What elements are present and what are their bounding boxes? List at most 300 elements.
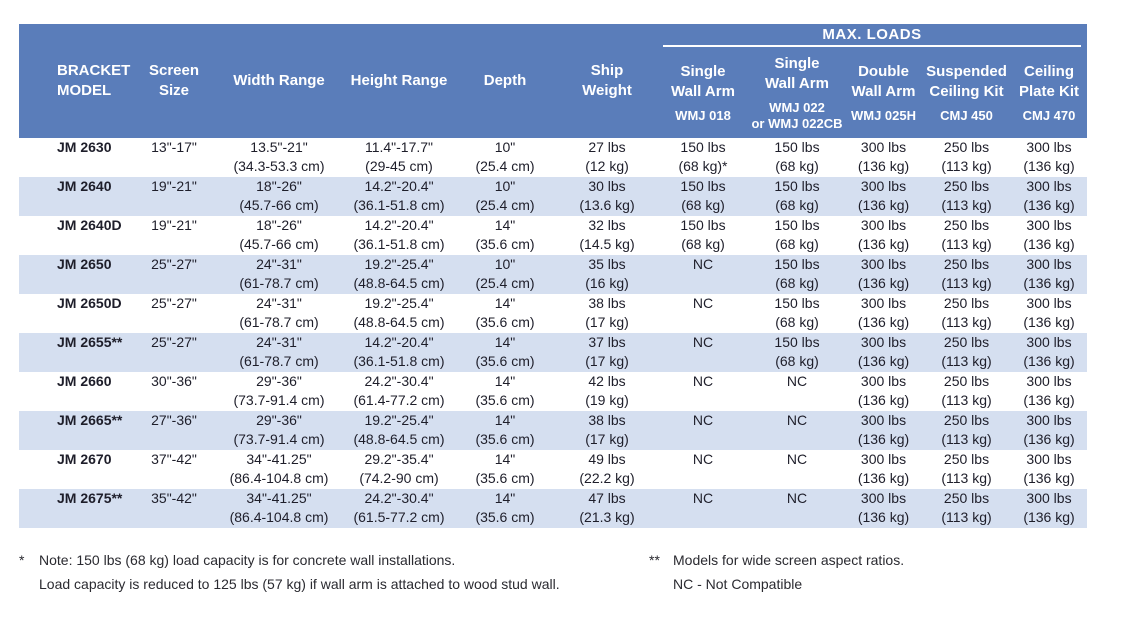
cell-value-metric: (68 kg) [775, 158, 819, 174]
cell-value: 24"-31" [256, 295, 302, 311]
header-max-loads [657, 24, 1087, 48]
cell-value-metric: (19 kg) [585, 392, 629, 408]
cell-value-metric: (68 kg) [775, 353, 819, 369]
cell-value: 300 lbs [860, 217, 907, 233]
cell-value-metric: (35.6 cm) [475, 392, 535, 408]
cell-value: 14" [494, 217, 516, 233]
bracket-spec-table [19, 24, 1087, 528]
cell-value: 30 lbs [588, 178, 626, 194]
header-single-wall-arm-022: Single Wall Arm WMJ 022 or WMJ 022CB [749, 48, 845, 138]
cell-value: 14" [494, 373, 516, 389]
cell-single-wall-arm-022 [749, 294, 845, 333]
cell-value: 14.2"-20.4" [364, 178, 434, 194]
cell-value: 10" [494, 256, 516, 272]
cell-value: 250 lbs [943, 412, 990, 428]
header-bracket-model: BRACKET MODEL [19, 24, 135, 138]
cell-ceiling-plate-kit [1011, 372, 1087, 411]
cell-value: 250 lbs [943, 334, 990, 350]
legend-notes [649, 548, 1109, 596]
cell-value: 300 lbs [1026, 139, 1072, 155]
cell-value-metric: (35.6 cm) [475, 509, 535, 525]
cell-value: 300 lbs [860, 295, 907, 311]
cell-height-range [345, 294, 453, 333]
cell-height-range [345, 255, 453, 294]
cell-value-metric: (48.8-64.5 cm) [353, 431, 445, 447]
cell-value: 150 lbs [774, 256, 820, 272]
cell-value-metric: (34.3-53.3 cm) [233, 158, 325, 174]
cell-value: NC [692, 373, 714, 389]
cell-ceiling-plate-kit [1011, 333, 1087, 372]
cell-value: 24.2"-30.4" [364, 373, 434, 389]
cell-height-range [345, 177, 453, 216]
cell-ceiling-plate-kit [1011, 489, 1087, 528]
cell-value-metric: (113 kg) [941, 197, 992, 213]
cell-value: 250 lbs [943, 451, 990, 467]
load-capacity-note [19, 548, 639, 596]
cell-value-metric: (113 kg) [941, 431, 992, 447]
cell-value: 34"-41.25" [246, 490, 312, 506]
cell-ship-weight [557, 450, 657, 489]
cell-value-metric: (113 kg) [941, 392, 992, 408]
cell-value: 24"-31" [256, 256, 302, 272]
cell-suspended-ceiling-kit [922, 333, 1011, 372]
cell-screen-size: 30"-36" [135, 372, 213, 411]
cell-value-metric: (17 kg) [585, 314, 629, 330]
cell-value: 29"-36" [256, 373, 302, 389]
cell-screen-size: 19"-21" [135, 216, 213, 255]
header-suspended-ceiling-kit: Suspended Ceiling Kit CMJ 450 [922, 48, 1011, 138]
cell-value-metric: (35.6 cm) [475, 353, 535, 369]
cell-value-metric: (136 kg) [1023, 392, 1075, 408]
cell-value: 14" [494, 334, 516, 350]
cell-ship-weight [557, 177, 657, 216]
cell-value-metric: (113 kg) [941, 353, 992, 369]
cell-value: NC [786, 451, 808, 467]
cell-single-wall-arm-022 [749, 450, 845, 489]
cell-value-metric: (136 kg) [857, 236, 910, 252]
note-asterisk: * [19, 552, 25, 568]
cell-value-metric: (48.8-64.5 cm) [353, 275, 445, 291]
cell-width-range [213, 489, 345, 528]
cell-value: 14.2"-20.4" [364, 334, 434, 350]
cell-value: NC [692, 412, 714, 428]
cell-height-range [345, 489, 453, 528]
cell-value-metric: (35.6 cm) [475, 314, 535, 330]
note-line-2: Load capacity is reduced to 125 lbs (57 kg) if wall arm is attached to wood stud wall. [39, 576, 560, 592]
table-row [19, 255, 1087, 294]
cell-depth [453, 255, 557, 294]
cell-value-metric: (61-78.7 cm) [239, 314, 319, 330]
cell-single-wall-arm-022 [749, 411, 845, 450]
cell-value-metric: (136 kg) [1023, 314, 1075, 330]
cell-value-metric: (25.4 cm) [475, 275, 535, 291]
cell-height-range [345, 411, 453, 450]
cell-screen-size: 13"-17" [135, 138, 213, 177]
header-width-range: Width Range [213, 24, 345, 138]
cell-depth [453, 489, 557, 528]
cell-value-metric: (25.4 cm) [475, 197, 535, 213]
cell-value: 24.2"-30.4" [364, 490, 434, 506]
table-row [19, 138, 1087, 177]
cell-suspended-ceiling-kit [922, 216, 1011, 255]
cell-value-metric: (68 kg)* [678, 158, 728, 174]
cell-value: 250 lbs [943, 139, 990, 155]
cell-value: 32 lbs [588, 217, 626, 233]
cell-value-metric: (136 kg) [857, 509, 910, 525]
cell-screen-size: 25"-27" [135, 333, 213, 372]
cell-value-metric: (136 kg) [1023, 275, 1075, 291]
cell-value: 300 lbs [1026, 373, 1072, 389]
cell-value: 300 lbs [860, 178, 907, 194]
header-single-wall-arm-018: Single Wall Arm WMJ 018 [657, 48, 749, 138]
cell-value: 150 lbs [774, 295, 820, 311]
cell-single-wall-arm-022 [749, 372, 845, 411]
cell-value: 250 lbs [943, 178, 990, 194]
cell-bracket-model: JM 2640 [19, 177, 135, 216]
cell-value-metric: (136 kg) [857, 275, 910, 291]
cell-ship-weight [557, 333, 657, 372]
cell-value: 300 lbs [1026, 334, 1072, 350]
cell-value-metric: (12 kg) [585, 158, 629, 174]
cell-suspended-ceiling-kit [922, 177, 1011, 216]
cell-value: NC [692, 334, 714, 350]
cell-value: 300 lbs [860, 451, 907, 467]
table-row [19, 216, 1087, 255]
cell-value-metric: (13.6 kg) [579, 197, 635, 213]
table-row [19, 294, 1087, 333]
cell-single-wall-arm-018 [657, 333, 749, 372]
cell-value: 250 lbs [943, 373, 990, 389]
cell-value: 14" [494, 295, 516, 311]
cell-height-range [345, 216, 453, 255]
cell-value-metric: (136 kg) [1023, 509, 1075, 525]
cell-ship-weight [557, 216, 657, 255]
cell-width-range [213, 450, 345, 489]
cell-suspended-ceiling-kit [922, 294, 1011, 333]
cell-width-range [213, 177, 345, 216]
cell-value-metric: (17 kg) [585, 431, 629, 447]
cell-value-metric: (14.5 kg) [579, 236, 635, 252]
cell-depth [453, 372, 557, 411]
cell-double-wall-arm [845, 333, 922, 372]
header-height-range: Height Range [345, 24, 453, 138]
cell-value: 13.5"-21" [250, 139, 308, 155]
cell-value: 49 lbs [588, 451, 626, 467]
cell-value-metric: (113 kg) [941, 314, 992, 330]
cell-suspended-ceiling-kit [922, 372, 1011, 411]
cell-value: 150 lbs [774, 217, 820, 233]
cell-value-metric: (136 kg) [857, 353, 910, 369]
cell-single-wall-arm-018 [657, 177, 749, 216]
cell-value-metric: (36.1-51.8 cm) [353, 236, 445, 252]
cell-screen-size: 19"-21" [135, 177, 213, 216]
cell-value-metric: (136 kg) [857, 392, 910, 408]
cell-value: 150 lbs [774, 178, 820, 194]
cell-value: 300 lbs [860, 412, 907, 428]
cell-value-metric: (61-78.7 cm) [239, 275, 319, 291]
cell-depth [453, 333, 557, 372]
cell-value: 300 lbs [860, 139, 907, 155]
cell-single-wall-arm-022 [749, 138, 845, 177]
cell-value-metric: (68 kg) [775, 275, 819, 291]
cell-value: 47 lbs [588, 490, 626, 506]
cell-value: 250 lbs [943, 256, 990, 272]
cell-value-metric: (136 kg) [1023, 197, 1075, 213]
cell-value: 10" [494, 178, 516, 194]
cell-single-wall-arm-018 [657, 294, 749, 333]
cell-double-wall-arm [845, 294, 922, 333]
cell-suspended-ceiling-kit [922, 411, 1011, 450]
cell-value: 14" [494, 451, 516, 467]
cell-bracket-model: JM 2650 [19, 255, 135, 294]
cell-height-range [345, 450, 453, 489]
cell-value-metric: (61.4-77.2 cm) [353, 392, 445, 408]
cell-double-wall-arm [845, 255, 922, 294]
cell-suspended-ceiling-kit [922, 138, 1011, 177]
cell-value-metric: (136 kg) [857, 314, 910, 330]
cell-value: 19.2"-25.4" [364, 295, 434, 311]
cell-value: 300 lbs [1026, 451, 1072, 467]
cell-ceiling-plate-kit [1011, 138, 1087, 177]
header-depth: Depth [453, 24, 557, 138]
cell-value: 35 lbs [588, 256, 626, 272]
cell-depth [453, 138, 557, 177]
cell-value: 37 lbs [588, 334, 626, 350]
cell-suspended-ceiling-kit [922, 255, 1011, 294]
cell-value-metric: (22.2 kg) [579, 470, 635, 486]
cell-screen-size: 35"-42" [135, 489, 213, 528]
max-loads-title: MAX. LOADS [663, 25, 1081, 47]
cell-double-wall-arm [845, 489, 922, 528]
cell-ship-weight [557, 294, 657, 333]
cell-single-wall-arm-022 [749, 333, 845, 372]
cell-bracket-model: JM 2675** [19, 489, 135, 528]
cell-value: NC [692, 451, 714, 467]
cell-suspended-ceiling-kit [922, 489, 1011, 528]
cell-value-metric: (113 kg) [941, 236, 992, 252]
cell-value: NC [692, 256, 714, 272]
cell-ship-weight [557, 372, 657, 411]
note-line-1: Note: 150 lbs (68 kg) load capacity is for concrete wall installations. [39, 552, 456, 568]
cell-value-metric: (136 kg) [857, 431, 910, 447]
cell-ceiling-plate-kit [1011, 294, 1087, 333]
cell-value-metric: (73.7-91.4 cm) [233, 392, 325, 408]
cell-bracket-model: JM 2650D [19, 294, 135, 333]
cell-width-range [213, 372, 345, 411]
cell-value: NC [786, 490, 808, 506]
cell-value: 150 lbs [774, 334, 820, 350]
cell-value: 300 lbs [1026, 295, 1072, 311]
widescreen-note: Models for wide screen aspect ratios. [673, 552, 905, 568]
widescreen-mark: ** [649, 552, 660, 568]
cell-value: 300 lbs [1026, 217, 1072, 233]
cell-double-wall-arm [845, 450, 922, 489]
table-header [19, 24, 1087, 138]
cell-value-metric: (29-45 cm) [365, 158, 433, 174]
cell-single-wall-arm-018 [657, 216, 749, 255]
cell-value: NC [692, 490, 714, 506]
cell-value: 300 lbs [1026, 490, 1072, 506]
cell-value-metric: (113 kg) [941, 509, 992, 525]
cell-value-metric: (35.6 cm) [475, 236, 535, 252]
cell-value-metric: (73.7-91.4 cm) [233, 431, 325, 447]
cell-value-metric: (113 kg) [941, 275, 992, 291]
cell-bracket-model: JM 2655** [19, 333, 135, 372]
table-row [19, 489, 1087, 528]
table-row [19, 411, 1087, 450]
cell-height-range [345, 333, 453, 372]
cell-single-wall-arm-022 [749, 216, 845, 255]
header-screen-size: Screen Size [135, 24, 213, 138]
cell-single-wall-arm-022 [749, 255, 845, 294]
cell-single-wall-arm-022 [749, 489, 845, 528]
cell-depth [453, 450, 557, 489]
cell-value-metric: (136 kg) [1023, 158, 1075, 174]
cell-value-metric: (35.6 cm) [475, 470, 535, 486]
cell-value: 14" [494, 412, 516, 428]
cell-value-metric: (86.4-104.8 cm) [229, 470, 329, 486]
cell-depth [453, 177, 557, 216]
cell-single-wall-arm-018 [657, 411, 749, 450]
cell-value: 18"-26" [256, 178, 302, 194]
cell-value: 27 lbs [588, 139, 626, 155]
cell-value: 38 lbs [588, 412, 626, 428]
cell-double-wall-arm [845, 177, 922, 216]
table-row [19, 177, 1087, 216]
cell-value: 250 lbs [943, 295, 990, 311]
cell-value-metric: (68 kg) [775, 236, 819, 252]
cell-width-range [213, 294, 345, 333]
cell-depth [453, 216, 557, 255]
cell-value: 150 lbs [774, 139, 820, 155]
cell-value: 300 lbs [1026, 178, 1072, 194]
cell-value: NC [786, 412, 808, 428]
cell-value-metric: (61.5-77.2 cm) [353, 509, 445, 525]
cell-value-metric: (45.7-66 cm) [239, 197, 319, 213]
cell-single-wall-arm-018 [657, 372, 749, 411]
cell-double-wall-arm [845, 411, 922, 450]
cell-screen-size: 25"-27" [135, 255, 213, 294]
cell-value: 24"-31" [256, 334, 302, 350]
cell-value-metric: (136 kg) [1023, 431, 1075, 447]
cell-value: 300 lbs [860, 256, 907, 272]
cell-double-wall-arm [845, 216, 922, 255]
cell-ceiling-plate-kit [1011, 216, 1087, 255]
cell-ceiling-plate-kit [1011, 411, 1087, 450]
cell-value-metric: (68 kg) [681, 197, 725, 213]
cell-value: 250 lbs [943, 217, 990, 233]
cell-value-metric: (68 kg) [681, 236, 725, 252]
cell-value-metric: (113 kg) [941, 470, 992, 486]
cell-single-wall-arm-018 [657, 138, 749, 177]
cell-value: NC [786, 373, 808, 389]
cell-value: 300 lbs [860, 373, 907, 389]
cell-ship-weight [557, 489, 657, 528]
cell-value: 42 lbs [588, 373, 626, 389]
header-ceiling-plate-kit: Ceiling Plate Kit CMJ 470 [1011, 48, 1087, 138]
cell-value: 250 lbs [943, 490, 990, 506]
cell-value-metric: (36.1-51.8 cm) [353, 197, 445, 213]
cell-value-metric: (45.7-66 cm) [239, 236, 319, 252]
table-body [19, 138, 1087, 528]
cell-single-wall-arm-022 [749, 177, 845, 216]
cell-value-metric: (48.8-64.5 cm) [353, 314, 445, 330]
cell-width-range [213, 255, 345, 294]
cell-height-range [345, 138, 453, 177]
cell-depth [453, 294, 557, 333]
cell-value: 29"-36" [256, 412, 302, 428]
cell-value: 300 lbs [1026, 412, 1072, 428]
cell-bracket-model: JM 2640D [19, 216, 135, 255]
cell-value-metric: (21.3 kg) [579, 509, 635, 525]
cell-value: 34"-41.25" [246, 451, 312, 467]
table-row [19, 372, 1087, 411]
cell-ship-weight [557, 411, 657, 450]
cell-value: 300 lbs [1026, 256, 1072, 272]
cell-value: 18"-26" [256, 217, 302, 233]
cell-single-wall-arm-018 [657, 450, 749, 489]
cell-value-metric: (136 kg) [1023, 236, 1075, 252]
cell-screen-size: 25"-27" [135, 294, 213, 333]
cell-bracket-model: JM 2660 [19, 372, 135, 411]
cell-bracket-model: JM 2665** [19, 411, 135, 450]
cell-value: 19.2"-25.4" [364, 412, 434, 428]
cell-value-metric: (113 kg) [941, 158, 992, 174]
cell-depth [453, 411, 557, 450]
cell-value-metric: (68 kg) [775, 197, 819, 213]
cell-value: 14.2"-20.4" [364, 217, 434, 233]
cell-value-metric: (25.4 cm) [475, 158, 535, 174]
cell-value: NC [692, 295, 714, 311]
cell-ship-weight [557, 255, 657, 294]
cell-suspended-ceiling-kit [922, 450, 1011, 489]
cell-value: 38 lbs [588, 295, 626, 311]
cell-double-wall-arm [845, 138, 922, 177]
cell-value-metric: (36.1-51.8 cm) [353, 353, 445, 369]
cell-single-wall-arm-018 [657, 489, 749, 528]
cell-value: 300 lbs [860, 334, 907, 350]
cell-value: 150 lbs [680, 178, 726, 194]
cell-width-range [213, 411, 345, 450]
cell-value: 150 lbs [680, 217, 726, 233]
cell-width-range [213, 333, 345, 372]
cell-value-metric: (136 kg) [857, 197, 910, 213]
cell-height-range [345, 372, 453, 411]
cell-value: 150 lbs [680, 139, 726, 155]
cell-value-metric: (17 kg) [585, 353, 629, 369]
cell-value-metric: (136 kg) [857, 158, 910, 174]
cell-value-metric: (61-78.7 cm) [239, 353, 319, 369]
cell-screen-size: 27"-36" [135, 411, 213, 450]
nc-legend: NC - Not Compatible [673, 576, 803, 592]
cell-ship-weight [557, 138, 657, 177]
cell-value-metric: (136 kg) [1023, 353, 1075, 369]
cell-single-wall-arm-018 [657, 255, 749, 294]
cell-width-range [213, 216, 345, 255]
cell-width-range [213, 138, 345, 177]
cell-value: 300 lbs [860, 490, 907, 506]
table-row [19, 450, 1087, 489]
cell-value: 10" [494, 139, 516, 155]
cell-ceiling-plate-kit [1011, 450, 1087, 489]
cell-ceiling-plate-kit [1011, 255, 1087, 294]
cell-value-metric: (74.2-90 cm) [359, 470, 439, 486]
cell-value-metric: (136 kg) [857, 470, 910, 486]
cell-bracket-model: JM 2670 [19, 450, 135, 489]
cell-value-metric: (35.6 cm) [475, 431, 535, 447]
header-double-wall-arm: Double Wall Arm WMJ 025H [845, 48, 922, 138]
cell-screen-size: 37"-42" [135, 450, 213, 489]
